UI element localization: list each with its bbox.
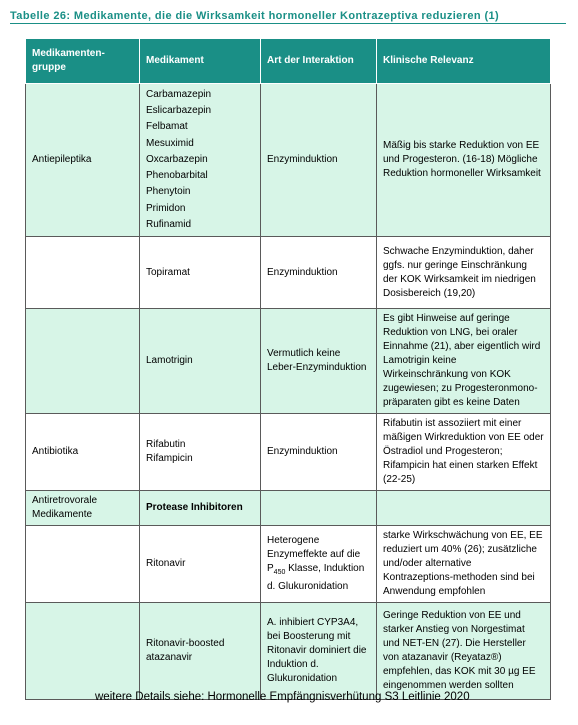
drug-name: Phenobarbital bbox=[146, 170, 208, 182]
table-row bbox=[26, 603, 551, 700]
table-row bbox=[26, 309, 551, 414]
header-relevance: Klinische Relevanz bbox=[377, 39, 551, 84]
cell-group: Antibiotika bbox=[26, 414, 140, 491]
header-group: Medikamenten-gruppe bbox=[26, 39, 140, 84]
cell-interaction: A. inhibiert CYP3A4, bei Boosterung mit Ritonavir dominiert die Induktion d. Glukuronidation bbox=[261, 603, 377, 700]
interaction-text: Heterogene Enzymeffekte auf die P bbox=[267, 535, 361, 574]
drug-name: Rufinamid bbox=[146, 218, 192, 230]
drug-name: Phenytoin bbox=[146, 186, 191, 198]
cell-interaction bbox=[261, 491, 377, 526]
medication-table bbox=[25, 38, 551, 700]
interaction-text: Klasse, Induktion d. Glukuronidation bbox=[267, 563, 365, 592]
table-row bbox=[26, 414, 551, 491]
header-interaction: Art der Interaktion bbox=[261, 39, 377, 84]
cell-group: Antiepileptika bbox=[26, 84, 140, 237]
cell-relevance: Geringe Reduktion von EE und starker Anstieg von Norgestimat und NET-EN (27). Die Hersteller von atazanavir (Reyataz®) empfehlen, das KOK mit 30 µg EE eingenommen werden sollten bbox=[377, 603, 551, 700]
cell-group bbox=[26, 603, 140, 700]
drug-name: Primidon bbox=[146, 202, 186, 214]
table-row bbox=[26, 84, 551, 237]
cell-interaction: Vermutlich keine Leber-Enzyminduktion bbox=[261, 309, 377, 414]
cell-drugs bbox=[140, 84, 261, 237]
cell-group bbox=[26, 309, 140, 414]
table-row bbox=[26, 526, 551, 603]
header-drug: Medikament bbox=[140, 39, 261, 84]
footer-note: weitere Details siehe: Hormonelle Empfängnisverhütung S3 Leitlinie 2020 bbox=[95, 691, 470, 703]
cell-group bbox=[26, 526, 140, 603]
drug-name: Mesuximid bbox=[146, 137, 194, 149]
cell-drugs: Protease Inhibitoren bbox=[140, 491, 261, 526]
cell-relevance bbox=[377, 491, 551, 526]
cell-drugs: Ritonavir-boosted atazanavir bbox=[140, 603, 261, 700]
drug-name: Carbamazepin bbox=[146, 89, 212, 101]
cell-interaction: Enzyminduktion bbox=[261, 237, 377, 309]
drug-name: Felbamat bbox=[146, 121, 188, 133]
cell-drugs bbox=[140, 414, 261, 491]
cell-relevance: Es gibt Hinweise auf geringe Reduktion von LNG, bei oraler Einnahme (21), aber eigentlich wird Lamotrigin keine Wirkeinschränkung von KOK zugewiesen; zu Progesteronmono-präparaten gibt es keine Daten bbox=[377, 309, 551, 414]
header-row bbox=[26, 39, 551, 84]
cell-group bbox=[26, 237, 140, 309]
cell-drugs: Lamotrigin bbox=[140, 309, 261, 414]
cell-interaction bbox=[261, 526, 377, 603]
cell-interaction: Enzyminduktion bbox=[261, 414, 377, 491]
cell-relevance: Schwache Enzyminduktion, daher ggfs. nur geringe Einschränkung der KOK Wirksamkeit im niedrigen Dosisbereich (19,20) bbox=[377, 237, 551, 309]
cell-drugs: Topiramat bbox=[140, 237, 261, 309]
cell-group: Antiretrovorale Medikamente bbox=[26, 491, 140, 526]
table-row bbox=[26, 237, 551, 309]
table-row bbox=[26, 491, 551, 526]
interaction-subscript: 450 bbox=[273, 569, 286, 576]
drug-name: Oxcarbazepin bbox=[146, 153, 208, 165]
cell-relevance: starke Wirkschwächung von EE, EE reduziert um 40% (26); zusätzliche und/oder alternative Kontrazeptions-methoden sind bei Anwendung empfohlen bbox=[377, 526, 551, 603]
cell-interaction: Enzyminduktion bbox=[261, 84, 377, 237]
drug-name: Rifabutin bbox=[146, 439, 186, 450]
cell-relevance: Mäßig bis starke Reduktion von EE und Progesteron. (16-18) Mögliche Reduktion hormoneller Wirksamkeit bbox=[377, 84, 551, 237]
cell-drugs: Ritonavir bbox=[140, 526, 261, 603]
drug-name: Eslicarbazepin bbox=[146, 105, 212, 117]
table-title: Tabelle 26: Medikamente, die die Wirksamkeit hormoneller Kontrazeptiva reduzieren (1) bbox=[10, 10, 566, 24]
drug-name: Rifampicin bbox=[146, 453, 193, 464]
cell-relevance: Rifabutin ist assoziiert mit einer mäßigen Wirkreduktion von EE oder Östradiol und Progesteron; Rifampicin hat einen starken Effekt (22-25) bbox=[377, 414, 551, 491]
